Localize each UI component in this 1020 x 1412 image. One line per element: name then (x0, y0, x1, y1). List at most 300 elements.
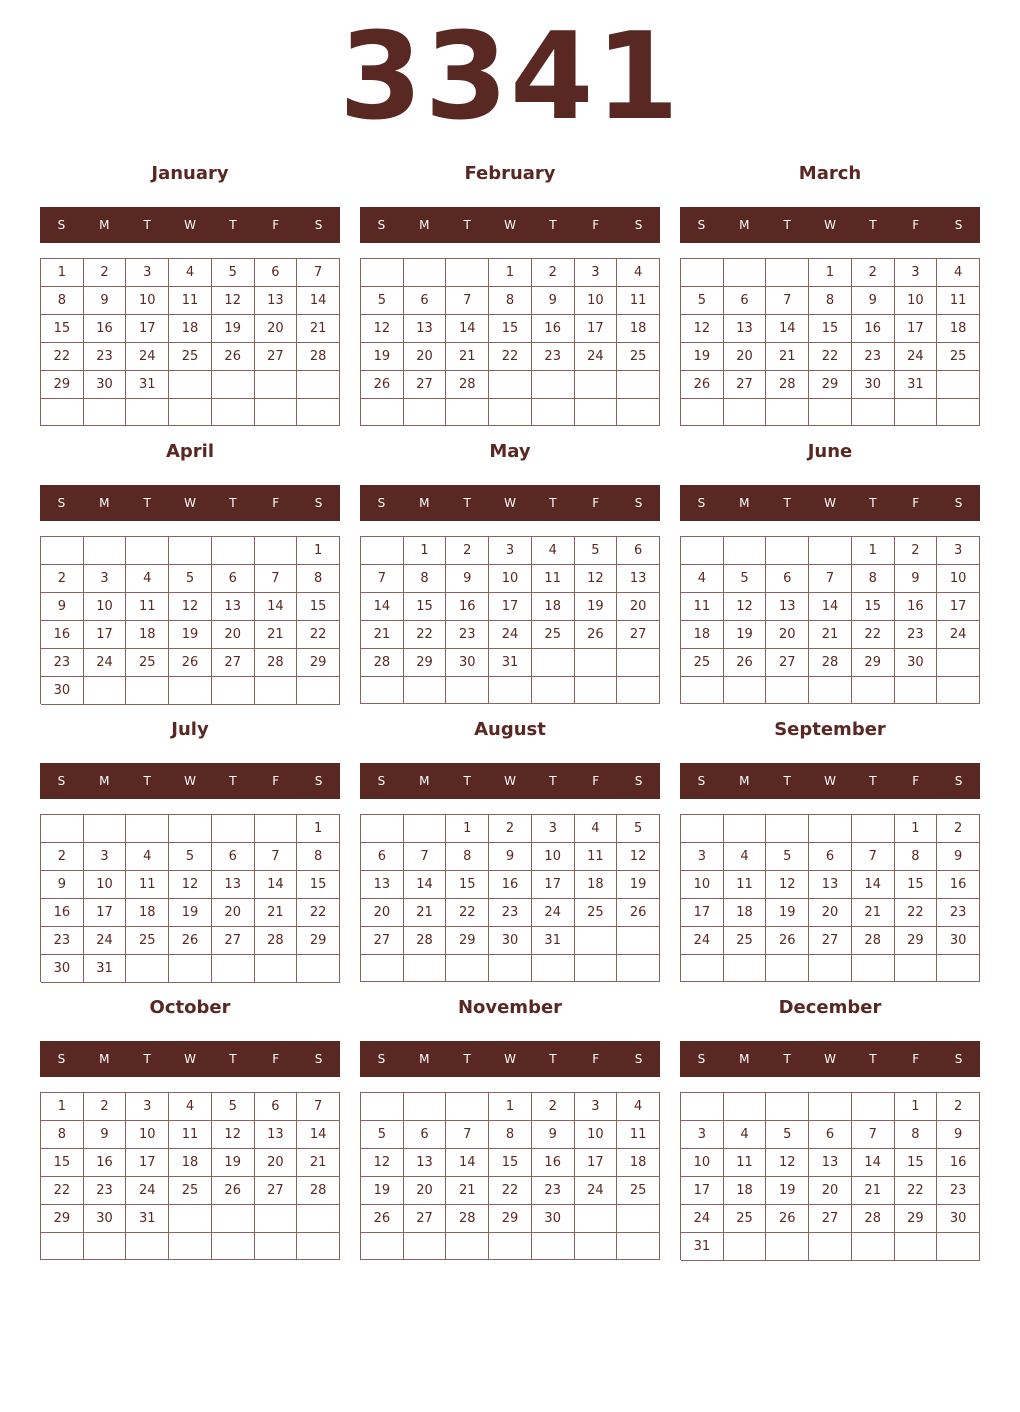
weekday-label: T (463, 218, 471, 232)
day-cell: 15 (41, 315, 84, 343)
day-cell: 26 (681, 371, 724, 399)
day-cell: 11 (681, 593, 724, 621)
weekday-header (40, 485, 340, 521)
empty-cell (766, 259, 809, 287)
day-cell: 6 (404, 1121, 447, 1149)
empty-cell (532, 677, 575, 704)
day-cell: 2 (937, 815, 980, 843)
weekday-label: S (57, 774, 66, 788)
weekday-label: F (912, 218, 920, 232)
day-cell: 27 (212, 649, 255, 677)
empty-cell (724, 1233, 767, 1261)
day-cell: 10 (532, 843, 575, 871)
day-cell: 23 (895, 621, 938, 649)
empty-cell (404, 1093, 447, 1121)
day-cell: 24 (84, 927, 127, 955)
day-cell: 10 (84, 871, 127, 899)
day-cell: 3 (84, 565, 127, 593)
day-cell: 11 (532, 565, 575, 593)
weekday-label: W (184, 774, 196, 788)
weekday-label: T (549, 1052, 557, 1066)
day-cell: 10 (489, 565, 532, 593)
day-cell: 23 (84, 1177, 127, 1205)
day-cell: 19 (617, 871, 660, 899)
weekday-label: F (272, 774, 280, 788)
empty-cell (809, 677, 852, 704)
weekday-label: S (954, 496, 963, 510)
weekday-header (360, 763, 660, 799)
day-cell: 7 (852, 1121, 895, 1149)
empty-cell (41, 537, 84, 565)
day-cell: 2 (84, 1093, 127, 1121)
day-cell: 17 (575, 315, 618, 343)
day-cell: 3 (126, 259, 169, 287)
day-cell: 18 (724, 899, 767, 927)
day-cell: 23 (41, 649, 84, 677)
day-cell: 28 (255, 927, 298, 955)
day-cell: 18 (724, 1177, 767, 1205)
day-cell: 10 (937, 565, 980, 593)
weekday-label: S (57, 1052, 66, 1066)
weekday-label: M (99, 218, 110, 232)
day-cell: 29 (809, 371, 852, 399)
weekday-label: S (377, 1052, 386, 1066)
day-cell: 10 (681, 871, 724, 899)
day-cell: 5 (212, 259, 255, 287)
empty-cell (681, 259, 724, 287)
weekday-header (680, 485, 980, 521)
empty-cell (766, 537, 809, 565)
month-name: April (165, 441, 215, 462)
day-cell: 26 (169, 649, 212, 677)
empty-cell (41, 815, 84, 843)
day-cell: 20 (404, 1177, 447, 1205)
day-cell: 13 (809, 871, 852, 899)
day-cell: 26 (617, 899, 660, 927)
weekday-label: F (592, 774, 600, 788)
day-cell: 27 (724, 371, 767, 399)
day-cell: 8 (895, 843, 938, 871)
weekday-label: T (549, 218, 557, 232)
day-cell: 9 (895, 565, 938, 593)
day-cell: 11 (575, 843, 618, 871)
day-cell: 12 (169, 871, 212, 899)
day-cell: 9 (446, 565, 489, 593)
day-cell: 18 (617, 1149, 660, 1177)
day-cell: 30 (852, 371, 895, 399)
day-cell: 9 (84, 1121, 127, 1149)
weekday-label: S (377, 774, 386, 788)
day-cell: 24 (489, 621, 532, 649)
empty-cell (724, 955, 767, 982)
weekday-label: T (783, 1052, 791, 1066)
empty-cell (361, 1233, 404, 1260)
empty-cell (617, 677, 660, 704)
day-cell: 7 (255, 565, 298, 593)
empty-cell (297, 371, 340, 399)
day-cell: 30 (937, 927, 980, 955)
day-cell: 16 (532, 315, 575, 343)
day-cell: 16 (532, 1149, 575, 1177)
empty-cell (724, 815, 767, 843)
weekday-label: T (463, 1052, 471, 1066)
day-cell: 6 (404, 287, 447, 315)
empty-cell (489, 1233, 532, 1260)
day-cell: 15 (297, 871, 340, 899)
day-cell: 14 (852, 1149, 895, 1177)
empty-cell (361, 399, 404, 426)
day-cell: 6 (724, 287, 767, 315)
day-cell: 17 (84, 899, 127, 927)
day-cell: 31 (126, 1205, 169, 1233)
weekday-label: T (463, 496, 471, 510)
weekday-label: W (504, 218, 516, 232)
day-cell: 19 (575, 593, 618, 621)
weekday-label: S (57, 496, 66, 510)
day-cell: 14 (404, 871, 447, 899)
empty-cell (446, 955, 489, 982)
empty-cell (212, 399, 255, 426)
day-cell: 12 (169, 593, 212, 621)
day-cell: 5 (724, 565, 767, 593)
empty-cell (169, 371, 212, 399)
day-cell: 8 (446, 843, 489, 871)
day-cell: 8 (852, 565, 895, 593)
empty-cell (852, 399, 895, 426)
empty-cell (895, 677, 938, 704)
weekday-header (360, 207, 660, 243)
empty-cell (575, 955, 618, 982)
day-grid (680, 536, 980, 704)
empty-cell (681, 815, 724, 843)
weekday-label: M (739, 218, 750, 232)
day-grid (40, 1092, 340, 1260)
day-cell: 22 (446, 899, 489, 927)
empty-cell (255, 955, 298, 983)
weekday-label: M (419, 774, 430, 788)
day-cell: 13 (404, 315, 447, 343)
day-cell: 19 (766, 899, 809, 927)
day-cell: 2 (84, 259, 127, 287)
day-cell: 25 (681, 649, 724, 677)
day-cell: 1 (809, 259, 852, 287)
day-cell: 3 (937, 537, 980, 565)
empty-cell (809, 1233, 852, 1261)
day-cell: 19 (361, 1177, 404, 1205)
day-cell: 12 (617, 843, 660, 871)
day-cell: 4 (937, 259, 980, 287)
weekday-label: T (869, 496, 877, 510)
day-cell: 21 (361, 621, 404, 649)
day-cell: 23 (937, 899, 980, 927)
empty-cell (126, 537, 169, 565)
day-cell: 2 (41, 565, 84, 593)
day-cell: 27 (809, 1205, 852, 1233)
day-cell: 28 (446, 371, 489, 399)
empty-cell (724, 259, 767, 287)
weekday-header (40, 207, 340, 243)
empty-cell (169, 677, 212, 705)
day-cell: 25 (724, 927, 767, 955)
day-cell: 1 (895, 815, 938, 843)
day-cell: 9 (937, 843, 980, 871)
day-cell: 18 (681, 621, 724, 649)
day-cell: 21 (766, 343, 809, 371)
empty-cell (575, 649, 618, 677)
empty-cell (84, 537, 127, 565)
weekday-label: T (229, 218, 237, 232)
empty-cell (681, 677, 724, 704)
empty-cell (255, 677, 298, 705)
day-cell: 17 (126, 315, 169, 343)
empty-cell (361, 537, 404, 565)
day-cell: 4 (169, 259, 212, 287)
day-cell: 29 (446, 927, 489, 955)
day-cell: 8 (297, 843, 340, 871)
empty-cell (766, 399, 809, 426)
empty-cell (404, 399, 447, 426)
day-cell: 14 (297, 1121, 340, 1149)
day-cell: 27 (361, 927, 404, 955)
day-cell: 23 (489, 899, 532, 927)
day-cell: 28 (852, 927, 895, 955)
empty-cell (724, 677, 767, 704)
day-cell: 5 (766, 843, 809, 871)
day-cell: 12 (361, 1149, 404, 1177)
day-cell: 13 (255, 287, 298, 315)
month-name: May (489, 441, 531, 462)
day-cell: 30 (446, 649, 489, 677)
empty-cell (809, 955, 852, 982)
day-cell: 10 (681, 1149, 724, 1177)
weekday-label: S (377, 496, 386, 510)
day-cell: 25 (575, 899, 618, 927)
empty-cell (681, 399, 724, 426)
day-cell: 26 (575, 621, 618, 649)
day-cell: 24 (126, 1177, 169, 1205)
day-cell: 12 (212, 287, 255, 315)
day-cell: 20 (809, 1177, 852, 1205)
day-cell: 11 (617, 287, 660, 315)
weekday-label: M (739, 1052, 750, 1066)
day-cell: 15 (404, 593, 447, 621)
day-cell: 17 (575, 1149, 618, 1177)
empty-cell (575, 1205, 618, 1233)
weekday-label: T (463, 774, 471, 788)
day-cell: 25 (126, 649, 169, 677)
day-cell: 29 (41, 371, 84, 399)
year-title: 3341 (339, 8, 681, 147)
day-cell: 13 (617, 565, 660, 593)
day-cell: 29 (297, 649, 340, 677)
day-cell: 13 (361, 871, 404, 899)
empty-cell (681, 1093, 724, 1121)
day-cell: 16 (937, 1149, 980, 1177)
day-cell: 30 (41, 677, 84, 705)
empty-cell (84, 677, 127, 705)
weekday-label: M (739, 496, 750, 510)
day-cell: 26 (766, 1205, 809, 1233)
day-cell: 15 (489, 1149, 532, 1177)
weekday-label: T (143, 218, 151, 232)
day-cell: 8 (895, 1121, 938, 1149)
day-grid (360, 536, 660, 704)
day-cell: 8 (404, 565, 447, 593)
day-cell: 13 (212, 593, 255, 621)
empty-cell (766, 1093, 809, 1121)
day-cell: 21 (446, 343, 489, 371)
day-cell: 17 (681, 1177, 724, 1205)
weekday-label: T (783, 774, 791, 788)
day-cell: 25 (126, 927, 169, 955)
day-cell: 15 (809, 315, 852, 343)
day-cell: 18 (169, 1149, 212, 1177)
empty-cell (724, 1093, 767, 1121)
day-cell: 26 (361, 371, 404, 399)
day-cell: 14 (766, 315, 809, 343)
weekday-label: T (229, 774, 237, 788)
empty-cell (404, 815, 447, 843)
weekday-label: F (912, 774, 920, 788)
empty-cell (361, 955, 404, 982)
empty-cell (617, 649, 660, 677)
weekday-label: S (314, 218, 323, 232)
day-cell: 3 (681, 843, 724, 871)
day-cell: 23 (446, 621, 489, 649)
weekday-label: S (634, 1052, 643, 1066)
day-cell: 6 (361, 843, 404, 871)
day-cell: 10 (84, 593, 127, 621)
day-cell: 11 (126, 871, 169, 899)
day-cell: 9 (532, 287, 575, 315)
day-cell: 28 (297, 343, 340, 371)
weekday-label: W (824, 218, 836, 232)
empty-cell (532, 649, 575, 677)
day-cell: 22 (404, 621, 447, 649)
day-cell: 22 (489, 343, 532, 371)
day-cell: 5 (212, 1093, 255, 1121)
day-cell: 14 (255, 593, 298, 621)
weekday-header (680, 1041, 980, 1077)
day-cell: 8 (489, 1121, 532, 1149)
weekday-label: F (912, 1052, 920, 1066)
empty-cell (489, 371, 532, 399)
day-cell: 24 (575, 343, 618, 371)
day-cell: 7 (297, 259, 340, 287)
day-cell: 6 (212, 565, 255, 593)
empty-cell (297, 1205, 340, 1233)
empty-cell (169, 537, 212, 565)
day-cell: 21 (255, 899, 298, 927)
weekday-label: T (229, 1052, 237, 1066)
month-name: September (774, 719, 886, 740)
weekday-label: S (697, 496, 706, 510)
day-cell: 4 (126, 565, 169, 593)
day-cell: 29 (489, 1205, 532, 1233)
day-cell: 18 (126, 621, 169, 649)
day-cell: 21 (809, 621, 852, 649)
empty-cell (724, 399, 767, 426)
weekday-label: F (272, 218, 280, 232)
day-cell: 5 (361, 287, 404, 315)
day-cell: 17 (126, 1149, 169, 1177)
weekday-label: W (504, 1052, 516, 1066)
empty-cell (126, 399, 169, 426)
day-cell: 22 (895, 1177, 938, 1205)
weekday-label: S (634, 496, 643, 510)
day-cell: 28 (446, 1205, 489, 1233)
day-cell: 7 (766, 287, 809, 315)
weekday-label: F (912, 496, 920, 510)
weekday-header (40, 1041, 340, 1077)
empty-cell (255, 1233, 298, 1260)
empty-cell (126, 955, 169, 983)
day-cell: 8 (489, 287, 532, 315)
empty-cell (297, 677, 340, 705)
day-cell: 14 (852, 871, 895, 899)
day-cell: 20 (361, 899, 404, 927)
day-cell: 26 (361, 1205, 404, 1233)
day-cell: 15 (852, 593, 895, 621)
weekday-label: S (314, 496, 323, 510)
month-name: November (457, 997, 563, 1018)
empty-cell (126, 1233, 169, 1260)
day-cell: 30 (489, 927, 532, 955)
day-cell: 16 (41, 621, 84, 649)
day-cell: 20 (255, 1149, 298, 1177)
day-cell: 25 (169, 343, 212, 371)
day-cell: 8 (41, 1121, 84, 1149)
day-cell: 13 (809, 1149, 852, 1177)
day-cell: 12 (361, 315, 404, 343)
empty-cell (766, 1233, 809, 1261)
day-cell: 31 (84, 955, 127, 983)
weekday-label: T (869, 774, 877, 788)
weekday-label: F (272, 496, 280, 510)
day-cell: 2 (937, 1093, 980, 1121)
day-cell: 17 (489, 593, 532, 621)
empty-cell (297, 955, 340, 983)
empty-cell (809, 815, 852, 843)
weekday-label: F (592, 496, 600, 510)
day-cell: 19 (212, 1149, 255, 1177)
day-cell: 4 (617, 259, 660, 287)
day-cell: 25 (532, 621, 575, 649)
day-grid (360, 258, 660, 426)
day-cell: 24 (84, 649, 127, 677)
day-cell: 23 (41, 927, 84, 955)
day-cell: 2 (852, 259, 895, 287)
day-cell: 29 (41, 1205, 84, 1233)
empty-cell (84, 399, 127, 426)
empty-cell (575, 677, 618, 704)
weekday-label: T (143, 496, 151, 510)
day-cell: 15 (895, 1149, 938, 1177)
day-cell: 21 (297, 315, 340, 343)
day-cell: 23 (532, 1177, 575, 1205)
day-cell: 19 (361, 343, 404, 371)
day-cell: 29 (404, 649, 447, 677)
day-cell: 3 (489, 537, 532, 565)
day-cell: 1 (404, 537, 447, 565)
day-cell: 26 (169, 927, 212, 955)
empty-cell (212, 1205, 255, 1233)
empty-cell (937, 677, 980, 704)
day-cell: 14 (255, 871, 298, 899)
empty-cell (212, 537, 255, 565)
day-cell: 4 (169, 1093, 212, 1121)
empty-cell (41, 1233, 84, 1260)
